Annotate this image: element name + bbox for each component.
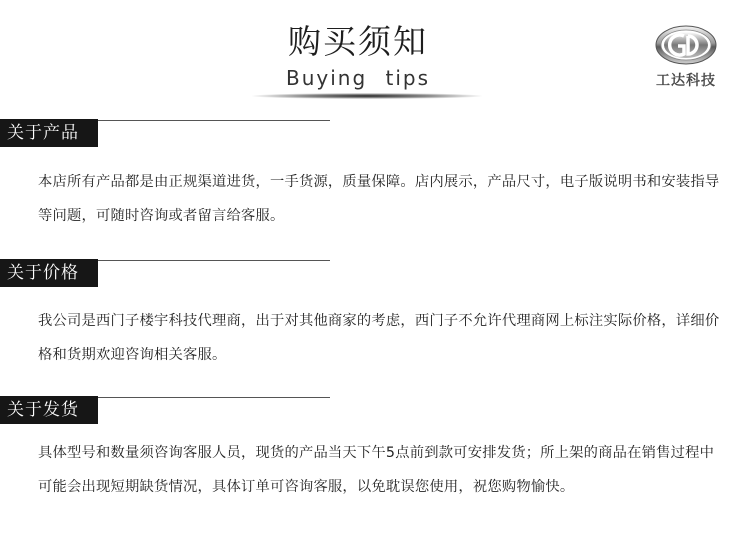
company-logo <box>649 24 723 92</box>
section-text: 本店所有产品都是由正规渠道进货，一手货源，质量保障。店内展示，产品尺寸，电子版说明书和安装指导等问题，可随时咨询或者留言给客服。 <box>38 174 720 224</box>
section-heading: 关于价格 <box>0 259 98 287</box>
section-heading: 关于发货 <box>0 396 98 424</box>
page-subtitle: Buying tips <box>285 66 431 90</box>
section-divider <box>98 260 330 261</box>
section-divider <box>98 397 330 398</box>
logo-company-name: 工达科技 <box>656 73 716 89</box>
section-text: 具体型号和数量须咨询客服人员，现货的产品当天下午5点前到款可安排发货；所上架的商品在销售过程中可能会出现短期缺货情况，具体订单可咨询客服，以免耽误您使用，祝您购物愉快。 <box>38 445 715 495</box>
section-divider <box>98 120 330 121</box>
page-title: 购买须知 <box>288 22 428 61</box>
title-underline-shadow <box>252 93 482 99</box>
section-text: 我公司是西门子楼宇科技代理商，出于对其他商家的考虑，西门子不允许代理商网上标注实际价格，详细价格和货期欢迎咨询相关客服。 <box>38 313 720 363</box>
page-header <box>0 0 750 110</box>
section-heading: 关于产品 <box>0 119 98 147</box>
gd-logo-icon <box>654 24 718 70</box>
